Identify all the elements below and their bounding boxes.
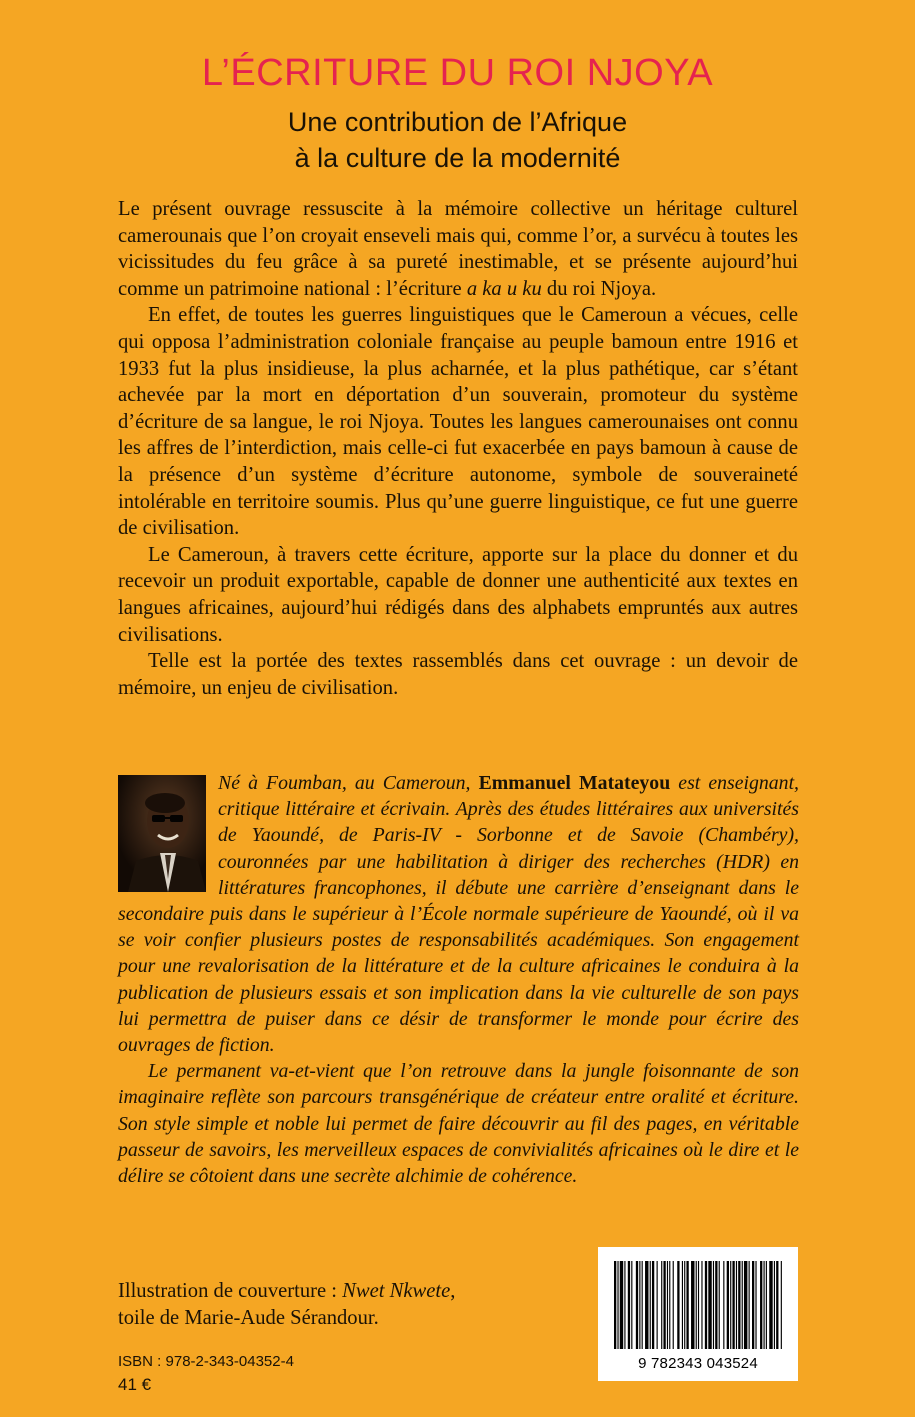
barcode-bar (698, 1261, 699, 1349)
barcode-bar (701, 1261, 702, 1349)
barcode-bar (719, 1261, 720, 1349)
barcode-bar (713, 1261, 714, 1349)
barcode-bar (628, 1261, 630, 1349)
bio-paragraph-2: Le permanent va-et-vient que l’on retrouve dans la jungle foisonnante de son imaginaire reflète son parcours transgénérique de créateur entre oralité et écriture. Son style simple et noble lui permet de faire découvrir au fil des pages, en véritable passeur de savoirs, les merveilleux espaces de convivialités africaines où le dire et le délire se côtoient dans une secrète alchimie de cohérence. (118, 1060, 799, 1188)
barcode-bar (691, 1261, 694, 1349)
barcode-bar (661, 1261, 662, 1349)
barcode-bar (645, 1261, 648, 1349)
barcode-bar (620, 1261, 623, 1349)
summary-p1-text: Le présent ouvrage ressuscite à la mémoire collective un héritage culturel camerounais que l’on croyait enseveli mais qui, comme l’or, a survécu à toutes les vicissitudes du feu grâce à sa pureté inestimable, et se présente aujourd’hui comme un patrimoine national : l’écriture (118, 198, 798, 300)
barcode-bar (730, 1261, 731, 1349)
barcode-bar (617, 1261, 618, 1349)
barcode-bar (738, 1261, 740, 1349)
summary-paragraph-3: Le Cameroun, à travers cette écriture, apporte sur la place du donner et du recevoir un produit exportable, capable de donner une authenticité aux textes en langues africaines, aujourd’hui rédigés dans des alphabets empruntés aux autres civilisations. (118, 543, 798, 646)
barcode-bar (686, 1261, 688, 1349)
barcode-bar (744, 1261, 747, 1349)
illustration-comma: , (450, 1280, 456, 1302)
barcode-bar (769, 1261, 772, 1349)
summary-paragraph-2: En effet, de toutes les guerres linguistiques que le Cameroun a vécues, celle qui opposa l’administration coloniale française au peuple bamoun entre 1916 et 1933 fut la plus insidieuse, la plus acharnée, et la plus pathétique, car s’étant achevée par la mort en déportation d’un souverain, promoteur du système d’écriture de sa langue, le roi Njoya. Toutes les langues camerounaises ont connu les affres de l’interdiction, mais celle-ci fut exacerbée en pays bamoun à cause de la présence d’un système d’écriture autonome, symbole de souveraineté intolérable en territoire soumis. Plus qu’une guerre linguistique, ce fut une guerre de civilisation. (118, 304, 798, 540)
barcode (598, 1247, 798, 1381)
barcode-bar (684, 1261, 685, 1349)
barcode-bar (642, 1261, 643, 1349)
barcode-bar (682, 1261, 683, 1349)
barcode-bar (639, 1261, 640, 1349)
summary-text (118, 196, 798, 701)
bio-lead: Né à Foumban, au Cameroun, (218, 772, 479, 794)
barcode-bar (760, 1261, 762, 1349)
barcode-bar (776, 1261, 778, 1349)
barcode-bar (752, 1261, 754, 1349)
barcode-bar (781, 1261, 782, 1349)
barcode-bar (667, 1261, 668, 1349)
barcode-bar (614, 1261, 616, 1349)
barcode-bar (774, 1261, 775, 1349)
summary-paragraph-1 (118, 196, 798, 302)
subtitle-line-1: Une contribution de l’Afrique (287, 107, 628, 137)
isbn: ISBN : 978-2-343-04352-4 (118, 1353, 294, 1370)
barcode-bar (742, 1261, 743, 1349)
photo-spacer (118, 770, 218, 894)
barcode-digits: 9 782343 043524 (638, 1355, 758, 1372)
barcode-bar (749, 1261, 750, 1349)
summary-p1-italic: a ka u ku (466, 277, 542, 300)
barcode-bar (657, 1261, 658, 1349)
barcode-bar (650, 1261, 651, 1349)
barcode-bar (677, 1261, 679, 1349)
author-name: Emmanuel Matateyou (478, 772, 671, 794)
author-bio (118, 770, 799, 1189)
barcode-bar (708, 1261, 711, 1349)
barcode-bar (723, 1261, 724, 1349)
barcode-bars (610, 1261, 786, 1353)
barcode-bar (755, 1261, 756, 1349)
barcode-bar (652, 1261, 654, 1349)
illustration-credit (118, 1278, 588, 1332)
barcode-bar (715, 1261, 717, 1349)
barcode-bar (732, 1261, 734, 1349)
summary-p1-tail: du roi Njoya. (541, 277, 657, 300)
barcode-bar (624, 1261, 625, 1349)
barcode-bar (696, 1261, 697, 1349)
bio-paragraph-1 (118, 770, 799, 1058)
barcode-bar (673, 1261, 674, 1349)
barcode-bar (766, 1261, 767, 1349)
barcode-bar (727, 1261, 729, 1349)
barcode-bar (669, 1261, 670, 1349)
barcode-bar (631, 1261, 632, 1349)
illustration-work: Nwet Nkwete (342, 1280, 451, 1302)
barcode-bar (705, 1261, 707, 1349)
barcode-bar (636, 1261, 638, 1349)
barcode-bar (736, 1261, 737, 1349)
subtitle-line-2: à la culture de la modernité (294, 143, 621, 173)
summary-paragraph-4: Telle est la portée des textes rassemblés dans cet ouvrage : un devoir de mémoire, un enjeu de civilisation. (118, 650, 798, 699)
price: 41 € (118, 1375, 152, 1394)
barcode-bar (764, 1261, 765, 1349)
illustration-label: Illustration de couverture : (118, 1280, 343, 1302)
page-title: L’ÉCRITURE DU ROI NJOYA (201, 52, 714, 94)
barcode-bar (663, 1261, 665, 1349)
bio-p1-text: est enseignant, critique littéraire et écrivain. Après des études littéraires aux universités de Yaoundé, de Paris-IV - Sorbonne et de Savoie (Chambéry), couronnées par une habilitation à diriger des recherches (HDR) en littératures francophones, il débute une carrière d’enseignant dans le secondaire puis dans le supérieur à l’École normale supérieure de Yaoundé, où il va se voir confier plusieurs postes de responsabilités académiques. Son engagement pour une revalorisation de la littérature et de la culture africaines le conduira à la publication de plusieurs essais et son implication dans la vie culturelle de son pays lui permettra de puiser dans ce désir de transformer le monde pour écrire des ouvrages de fiction. (118, 772, 800, 1057)
page-subtitle (0, 104, 915, 176)
illustration-credit-line: toile de Marie-Aude Sérandour. (118, 1307, 379, 1329)
